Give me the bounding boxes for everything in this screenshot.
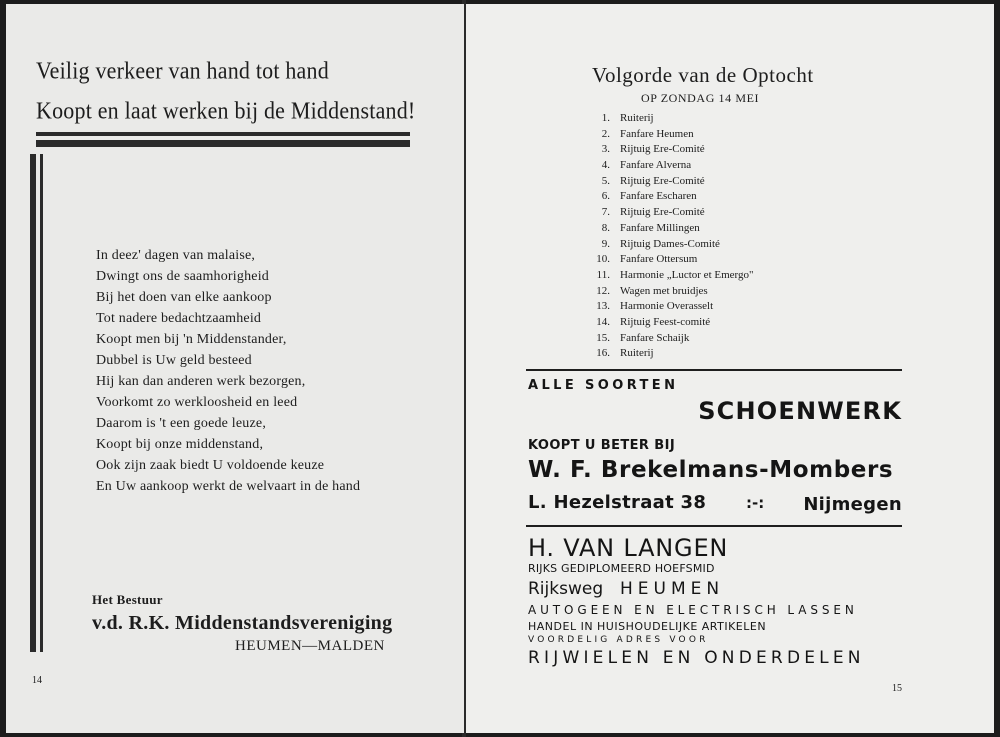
signature-association: v.d. R.K. Middenstandsvereniging (92, 612, 393, 634)
list-item: 15. Fanfare Schaijk (596, 331, 690, 344)
signature-board: Het Bestuur (92, 592, 163, 607)
ad2-name: H. VAN LANGEN (528, 534, 729, 562)
left-border-bar-thin (40, 154, 43, 652)
list-item: 7. Rijtuig Ere-Comité (601, 206, 705, 219)
headline-line-1: Veilig verkeer van hand tot hand (36, 56, 329, 84)
list-item: 3. Rijtuig Ere-Comité (601, 143, 705, 156)
procession-date: OP ZONDAG 14 MEI (641, 91, 760, 105)
right-page (466, 4, 994, 733)
poem-line: Daarom is 't een goede leuze, (96, 416, 267, 431)
headline-line-2: Koopt en laat werken bij de Middenstand! (36, 96, 416, 124)
signature-place: HEUMEN—MALDEN (235, 638, 385, 654)
ad1-street: L. Hezelstraat 38 (528, 492, 707, 513)
ad1-bottom-rule (526, 525, 902, 527)
procession-list (588, 111, 754, 362)
poem-line: Voorkomt zo werkloosheid en leed (96, 395, 298, 410)
list-item: 9. Rijtuig Dames-Comité (601, 237, 720, 250)
poem-line: Tot nadere bedachtzaamheid (96, 311, 262, 326)
list-item: 11. Harmonie „Luctor et Emergo" (596, 268, 754, 281)
list-item: 14. Rijtuig Feest-comité (596, 315, 711, 328)
list-item: 2. Fanfare Heumen (601, 127, 694, 140)
ad2-farrier: RIJKS GEDIPLOMEERD HOEFSMID (528, 562, 715, 575)
page-number-right: 15 (892, 683, 902, 694)
page-number-left: 14 (32, 675, 42, 686)
ad2-street: Rijksweg (528, 579, 604, 599)
ad1-shoework: SCHOENWERK (698, 397, 902, 425)
list-item: 13. Harmonie Overasselt (596, 300, 714, 313)
poem-line: En Uw aankoop werkt de welvaart in de hand (96, 479, 361, 494)
poem (96, 245, 360, 497)
ad1-shop-name: W. F. Brekelmans-Mombers (528, 457, 894, 483)
ad1-separator: :-: (746, 494, 765, 512)
poem-line: Dubbel is Uw geld besteed (96, 353, 252, 368)
ad1-top-rule (526, 369, 902, 371)
ad2-town: HEUMEN (620, 579, 725, 599)
poem-line: Bij het doen van elke aankoop (96, 290, 272, 305)
poem-line: Koopt men bij 'n Middenstander, (96, 332, 287, 347)
ad1-city: Nijmegen (803, 494, 902, 515)
headline-rule-top (36, 132, 410, 136)
list-item: 16. Ruiterij (596, 347, 654, 360)
list-item: 4. Fanfare Alverna (601, 159, 692, 172)
left-page (6, 4, 464, 733)
poem-line: In deez' dagen van malaise, (96, 248, 256, 263)
procession-title: Volgorde van de Optocht (592, 63, 814, 87)
list-item: 12. Wagen met bruidjes (596, 284, 708, 297)
list-item: 5. Rijtuig Ere-Comité (601, 174, 705, 187)
ad2-address-for: VOORDELIG ADRES VOOR (528, 635, 709, 645)
list-item: 8. Fanfare Millingen (601, 221, 700, 234)
ad1-buy-better: KOOPT U BETER BIJ (528, 438, 676, 453)
ad1-line-all-sorts: ALLE SOORTEN (528, 378, 679, 393)
list-item: 1. Ruiterij (601, 112, 654, 124)
headline-rule-bottom (36, 140, 410, 147)
list-item: 6. Fanfare Escharen (601, 190, 697, 203)
poem-line: Hij kan dan anderen werk bezorgen, (96, 374, 306, 389)
ad2-bicycles: RIJWIELEN EN ONDERDELEN (528, 648, 865, 668)
list-item: 10. Fanfare Ottersum (596, 253, 698, 266)
poem-line: Koopt bij onze middenstand, (96, 437, 264, 452)
left-border-bar-thick (30, 154, 36, 652)
poem-line: Ook zijn zaak biedt U voldoende keuze (96, 458, 325, 473)
ad2-welding: AUTOGEEN EN ELECTRISCH LASSEN (528, 603, 858, 617)
ad2-household: HANDEL IN HUISHOUDELIJKE ARTIKELEN (528, 620, 767, 633)
poem-line: Dwingt ons de saamhorigheid (96, 269, 269, 284)
